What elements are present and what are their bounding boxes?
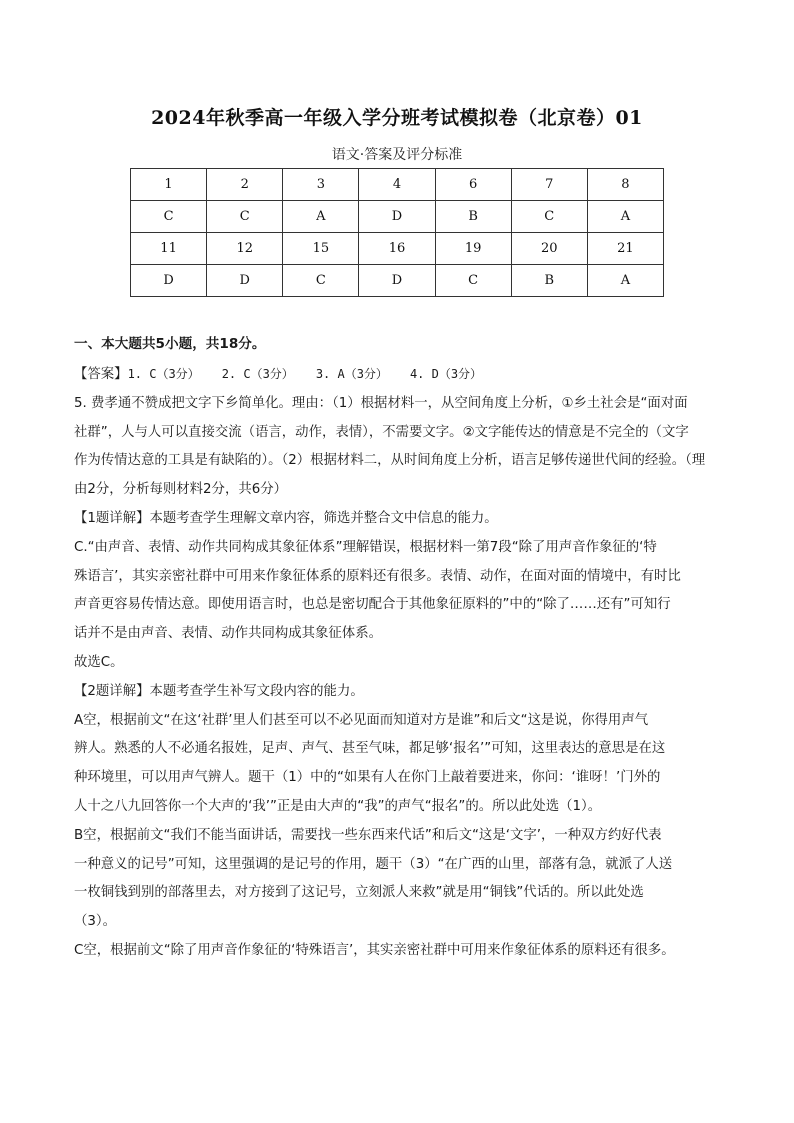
detail1-line: C.“由声音、表情、动作共同构成其象征体系”理解错误，根据材料一第7段“除了用声音作象征的‘特 — [74, 539, 657, 555]
document-title: 2024年秋季高一年级入学分班考试模拟卷（北京卷）01 — [151, 107, 643, 129]
answer-2: 2. C（3分） — [221, 367, 294, 381]
answer-table-cell: 21 — [587, 233, 663, 265]
answer-table-cell: A — [587, 201, 663, 233]
detail2-line: B空，根据前文“我们不能当面讲话，需要找一些东西来代话”和后文“这是‘文字’，一种双方约好代表 — [74, 827, 662, 843]
answer-table-row — [131, 201, 664, 233]
detail2-line: 人十之八九回答你一个大声的‘我’”正是由大声的“我”的声气“报名”的。所以此处选（1）。 — [74, 798, 602, 814]
answer-table-cell: 8 — [587, 169, 663, 201]
answer-tag: 【答案】 — [74, 367, 128, 382]
answer-table-cell: A — [587, 265, 663, 297]
answer-table-cell: 12 — [207, 233, 283, 265]
answer-table-cell: 3 — [283, 169, 359, 201]
answer-key-table — [130, 168, 664, 297]
detail2-line: A空，根据前文“在这‘社群’里人们甚至可以不必见面而知道对方是谁”和后文“这是说，你得用声气 — [74, 712, 649, 728]
answers-line — [74, 360, 724, 390]
answer-table-cell: 20 — [511, 233, 587, 265]
detail2-heading: 【2题详解】本题考查学生补写文段内容的能力。 — [74, 683, 364, 699]
detail1-line: 声音更容易传情达意。即使用语言时，也总是密切配合于其他象征原料的”中的“除了……还有”可知行 — [74, 597, 671, 613]
answer-table-cell: B — [511, 265, 587, 297]
detail2-line: 一种意义的记号”可知，这里强调的是记号的作用，题干（3）“在广西的山里，部落有急，就派了人送 — [74, 856, 673, 872]
answer-table-cell: C — [131, 201, 207, 233]
answer-table-cell: C — [283, 265, 359, 297]
detail2-line: （3）。 — [74, 914, 116, 930]
answer-table-cell: B — [435, 201, 511, 233]
detail1-conclusion: 故选C。 — [74, 654, 124, 670]
answer-1: 1. C（3分） — [127, 367, 200, 381]
answer-table-cell: A — [283, 201, 359, 233]
answer-table-cell: 15 — [283, 233, 359, 265]
answer-table-cell: C — [435, 265, 511, 297]
answer-table-row — [131, 265, 664, 297]
answer-table-cell: D — [359, 265, 435, 297]
answer-table-cell: 1 — [131, 169, 207, 201]
answer-table-row — [131, 233, 664, 265]
answer-table-cell: 11 — [131, 233, 207, 265]
detail1-line: 话并不是由声音、表情、动作共同构成其象征体系。 — [74, 626, 382, 642]
answer-table-cell: C — [207, 201, 283, 233]
detail2-line: C空，根据前文“除了用声音作象征的‘特殊语言’，其实亲密社群中可用来作象征体系的原料还有很多。 — [74, 942, 675, 958]
detail2-line: 种环境里，可以用声气辨人。题干（1）中的“如果有人在你门上敲着要进来，你问：‘谁呀！’门外的 — [74, 770, 661, 786]
answer-table-cell: 6 — [435, 169, 511, 201]
q5-line: 作为传情达意的工具是有缺陷的）。（2）根据材料二，从时间角度上分析，语言足够传递世代间的经验。（理 — [74, 453, 706, 469]
q5-line: 社群”，人与人可以直接交流（语言，动作，表情），不需要文字。②文字能传达的情意是不完全的（文字 — [74, 424, 689, 440]
answer-table-cell: 2 — [207, 169, 283, 201]
detail1-line: 殊语言’，其实亲密社群中可用来作象征体系的原料还有很多。表情、动作，在面对面的情境中，有时比 — [74, 568, 681, 584]
answer-table-row — [131, 169, 664, 201]
document-subtitle: 语文·答案及评分标准 — [331, 147, 463, 163]
answer-3: 3. A（3分） — [315, 367, 388, 381]
detail2-line: 一枚铜钱到别的部落里去，对方接到了这记号，立刻派人来救”就是用“铜钱”代话的。所以此处选 — [74, 885, 644, 901]
section-heading: 一、本大题共5小题，共18分。 — [74, 336, 266, 352]
answer-table-cell: D — [359, 201, 435, 233]
answer-table-cell: 16 — [359, 233, 435, 265]
answer-table-cell: 7 — [511, 169, 587, 201]
detail1-heading: 【1题详解】本题考查学生理解文章内容，筛选并整合文中信息的能力。 — [74, 510, 498, 526]
q5-line: 5. 费孝通不赞成把文字下乡简单化。理由：（1）根据材料一，从空间角度上分析，①乡土社会是“面对面 — [74, 395, 688, 411]
answer-table-cell: D — [207, 265, 283, 297]
answer-4: 4. D（3分） — [409, 367, 483, 381]
answer-table-cell: D — [131, 265, 207, 297]
answer-explanations — [74, 330, 724, 966]
answer-table-cell: 4 — [359, 169, 435, 201]
answer-table-cell: 19 — [435, 233, 511, 265]
q5-line: 由2分，分析每则材料2分，共6分） — [74, 482, 288, 498]
detail2-line: 辨人。熟悉的人不必通名报姓，足声、声气、甚至气味，都足够‘报名’”可知，这里表达的意思是在这 — [74, 741, 666, 757]
answer-table-cell: C — [511, 201, 587, 233]
